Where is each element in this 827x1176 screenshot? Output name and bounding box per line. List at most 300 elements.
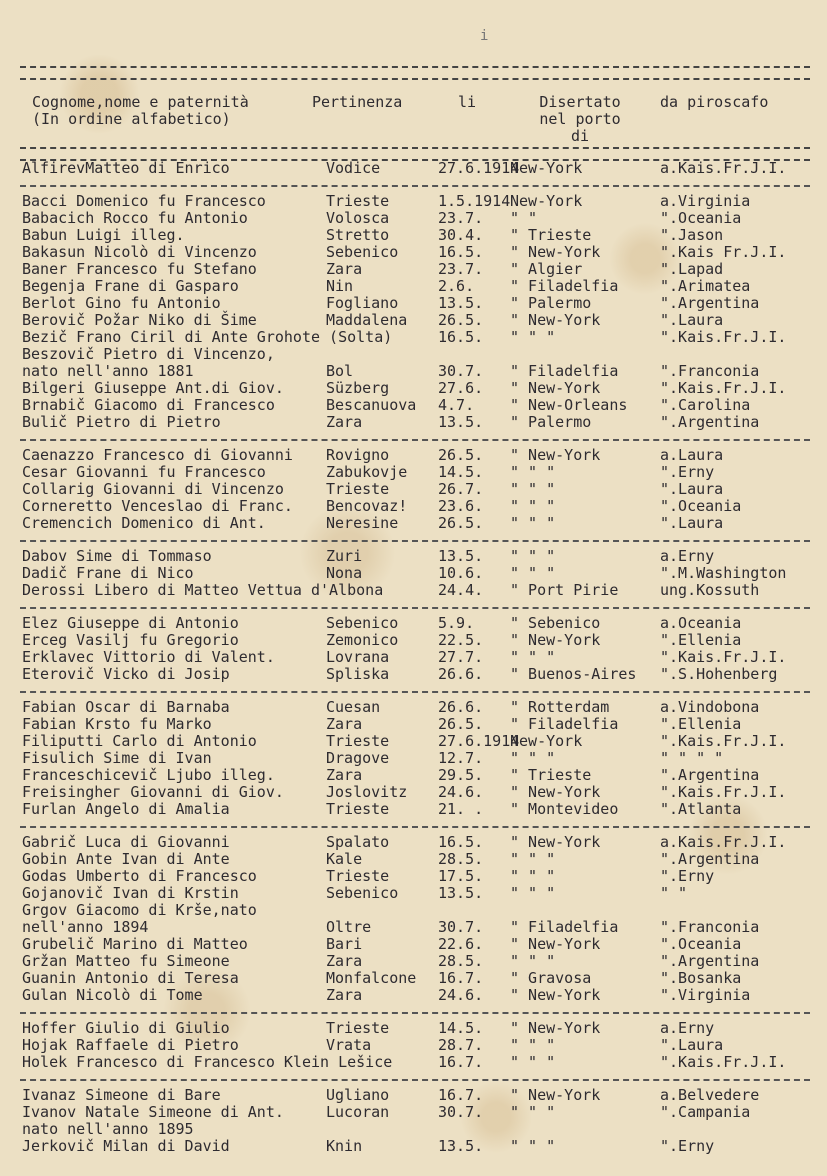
entry-pertinenza: Rovigno bbox=[326, 446, 390, 464]
entry-name: Dabov Sime di Tommaso bbox=[22, 547, 212, 565]
list-item bbox=[20, 261, 810, 278]
entry-ship: ".Oceania bbox=[660, 497, 742, 515]
list-item bbox=[20, 919, 810, 936]
list-item bbox=[20, 784, 810, 801]
entry-date: 30.4. bbox=[438, 226, 484, 244]
entry-ship: ".Campania bbox=[660, 1103, 751, 1121]
list-item bbox=[20, 464, 810, 481]
entry-group bbox=[20, 447, 810, 532]
entry-port: " " " bbox=[510, 850, 556, 868]
list-item bbox=[20, 498, 810, 515]
entry-date: 1.5.1914 bbox=[438, 192, 511, 210]
entry-pertinenza: Trieste bbox=[326, 480, 390, 498]
entry-name: AlfirevMatteo di Enrico bbox=[22, 159, 230, 177]
entry-name: nell'anno 1894 bbox=[22, 918, 149, 936]
entry-pertinenza: Trieste bbox=[326, 800, 390, 818]
entry-pertinenza: Oltre bbox=[326, 918, 372, 936]
entry-name: Erklavec Vittorio di Valent. bbox=[22, 648, 275, 666]
entry-pertinenza: Zara bbox=[326, 766, 363, 784]
entry-port: New-York bbox=[510, 192, 583, 210]
entry-date: 4.7. bbox=[438, 396, 475, 414]
entry-name: Derossi Libero di Matteo Vettua d'Albona bbox=[22, 581, 384, 599]
entry-date: 22.5. bbox=[438, 631, 484, 649]
entry-ship: ".Laura bbox=[660, 1036, 724, 1054]
entry-name: Gojanovič Ivan di Krstin bbox=[22, 884, 239, 902]
entry-pertinenza: Bol bbox=[326, 362, 354, 380]
entry-ship: ".Lapad bbox=[660, 260, 724, 278]
entry-port: " New-York bbox=[510, 986, 601, 1004]
entry-port: " " " bbox=[510, 480, 556, 498]
entry-ship: ".Franconia bbox=[660, 918, 760, 936]
entry-date: 13.5. bbox=[438, 1137, 484, 1155]
entry-date: 27.6. bbox=[438, 379, 484, 397]
entry-ship: ".Kais.Fr.J.I. bbox=[660, 1053, 787, 1071]
entry-date: 23.7. bbox=[438, 209, 484, 227]
entry-name: Gržan Matteo fu Simeone bbox=[22, 952, 230, 970]
entry-name: Gobin Ante Ivan di Ante bbox=[22, 850, 230, 868]
entry-date: 5.9. bbox=[438, 614, 475, 632]
entry-ship: ".Kais.Fr.J.I. bbox=[660, 648, 787, 666]
entry-date: 13.5. bbox=[438, 294, 484, 312]
header-name: Cognome,nome e paternità (In ordine alfabetico) bbox=[32, 93, 249, 128]
entry-date: 23.7. bbox=[438, 260, 484, 278]
entry-date: 30.7. bbox=[438, 1103, 484, 1121]
entry-date: 2.6. bbox=[438, 277, 475, 295]
list-item bbox=[20, 851, 810, 868]
entry-port: " Filadelfia bbox=[510, 715, 619, 733]
list-item bbox=[20, 970, 810, 987]
entry-pertinenza: Lucoran bbox=[326, 1103, 390, 1121]
entry-port: " Palermo bbox=[510, 294, 592, 312]
list-item bbox=[20, 750, 810, 767]
entry-ship: ".Kais.Fr.J.I. bbox=[660, 783, 787, 801]
entry-date: 28.5. bbox=[438, 952, 484, 970]
entry-pertinenza: Spliska bbox=[326, 665, 390, 683]
entry-port: New-York bbox=[510, 159, 583, 177]
entry-name: Grubelič Marino di Matteo bbox=[22, 935, 248, 953]
entry-name: Caenazzo Francesco di Giovanni bbox=[22, 446, 293, 464]
list-item bbox=[20, 548, 810, 565]
list-item bbox=[20, 1020, 810, 1037]
entry-port: " Rotterdam bbox=[510, 698, 610, 716]
entry-name: Bezič Frano Ciril di Ante Grohote (Solta) bbox=[22, 328, 393, 346]
list-item bbox=[20, 615, 810, 632]
entry-ship: a.Oceania bbox=[660, 614, 742, 632]
deserter-list bbox=[20, 160, 810, 1155]
entry-name: Berlot Gino fu Antonio bbox=[22, 294, 221, 312]
entry-name: Ivanov Natale Simeone di Ant. bbox=[22, 1103, 284, 1121]
entry-pertinenza: Nin bbox=[326, 277, 354, 295]
entry-port: " New-York bbox=[510, 935, 601, 953]
entry-name: Brnabič Giacomo di Francesco bbox=[22, 396, 275, 414]
list-item bbox=[20, 160, 810, 177]
entry-name: Cesar Giovanni fu Francesco bbox=[22, 463, 266, 481]
list-item bbox=[20, 868, 810, 885]
entry-pertinenza: Sebenico bbox=[326, 884, 399, 902]
list-item bbox=[20, 885, 810, 902]
entry-port: " New-Orleans bbox=[510, 396, 628, 414]
entry-pertinenza: Monfalcone bbox=[326, 969, 417, 987]
entry-date: 26.5. bbox=[438, 715, 484, 733]
entry-pertinenza: Kale bbox=[326, 850, 363, 868]
entry-ship: a.Kais.Fr.J.I. bbox=[660, 833, 787, 851]
entry-port: " " " bbox=[510, 749, 556, 767]
entry-pertinenza: Vrata bbox=[326, 1036, 372, 1054]
entry-ship: ".Jason bbox=[660, 226, 724, 244]
entry-pertinenza: Fogliano bbox=[326, 294, 399, 312]
entry-pertinenza: Süzberg bbox=[326, 379, 390, 397]
entry-date: 24.6. bbox=[438, 783, 484, 801]
entry-group bbox=[20, 615, 810, 683]
entry-pertinenza: Nona bbox=[326, 564, 363, 582]
entry-port: " " " bbox=[510, 952, 556, 970]
entry-ship: ".Franconia bbox=[660, 362, 760, 380]
entry-name: Eterovič Vicko di Josip bbox=[22, 665, 230, 683]
entry-date: 13.5. bbox=[438, 547, 484, 565]
entry-name: Gulan Nicolò di Tome bbox=[22, 986, 203, 1004]
list-item bbox=[20, 733, 810, 750]
entry-ship: ".Erny bbox=[660, 867, 715, 885]
entry-pertinenza: Ugliano bbox=[326, 1086, 390, 1104]
list-item bbox=[20, 666, 810, 683]
entry-name: Fisulich Sime di Ivan bbox=[22, 749, 212, 767]
entry-port: " New-York bbox=[510, 243, 601, 261]
list-item bbox=[20, 936, 810, 953]
entry-pertinenza: Zara bbox=[326, 260, 363, 278]
entry-ship: ".S.Hohenberg bbox=[660, 665, 778, 683]
entry-port: " New-York bbox=[510, 311, 601, 329]
group-divider bbox=[20, 185, 810, 187]
entry-ship: ".Laura bbox=[660, 311, 724, 329]
entry-ship: a.Erny bbox=[660, 547, 715, 565]
group-divider bbox=[20, 691, 810, 693]
entry-port: New-York bbox=[510, 732, 583, 750]
entry-date: 16.5. bbox=[438, 243, 484, 261]
entry-date: 27.6.1914 bbox=[438, 159, 520, 177]
entry-ship: ".Argentina bbox=[660, 294, 760, 312]
group-divider bbox=[20, 439, 810, 441]
entry-ship: ".Argentina bbox=[660, 766, 760, 784]
group-divider bbox=[20, 540, 810, 542]
entry-date: 23.6. bbox=[438, 497, 484, 515]
entry-port: " " bbox=[510, 209, 538, 227]
entry-name: Guanin Antonio di Teresa bbox=[22, 969, 239, 987]
list-item bbox=[20, 397, 810, 414]
entry-port: " New-York bbox=[510, 783, 601, 801]
entry-pertinenza: Zara bbox=[326, 986, 363, 1004]
entry-date: 29.5. bbox=[438, 766, 484, 784]
entry-ship: ".Kais.Fr.J.I. bbox=[660, 328, 787, 346]
entry-port: " " " bbox=[510, 328, 556, 346]
page-mark: i bbox=[480, 28, 489, 44]
list-item bbox=[20, 515, 810, 532]
entry-date: 30.7. bbox=[438, 918, 484, 936]
entry-port: " New-York bbox=[510, 1019, 601, 1037]
list-item bbox=[20, 987, 810, 1004]
entry-pertinenza: Dragove bbox=[326, 749, 390, 767]
list-item bbox=[20, 1087, 810, 1104]
entry-name: Baner Francesco fu Stefano bbox=[22, 260, 257, 278]
entry-port: " Algier bbox=[510, 260, 583, 278]
entry-pertinenza: Bari bbox=[326, 935, 363, 953]
entry-date: 10.6. bbox=[438, 564, 484, 582]
list-item bbox=[20, 632, 810, 649]
entry-pertinenza: Lovrana bbox=[326, 648, 390, 666]
entry-ship: ".Ellenia bbox=[660, 715, 742, 733]
entry-ship: ".Bosanka bbox=[660, 969, 742, 987]
list-item bbox=[20, 565, 810, 582]
entry-date: 12.7. bbox=[438, 749, 484, 767]
list-item bbox=[20, 801, 810, 818]
list-item bbox=[20, 295, 810, 312]
entry-date: 28.7. bbox=[438, 1036, 484, 1054]
entry-date: 14.5. bbox=[438, 463, 484, 481]
entry-date: 26.6. bbox=[438, 698, 484, 716]
entry-port: " " " bbox=[510, 867, 556, 885]
list-item bbox=[20, 1054, 810, 1071]
entry-pertinenza: Sebenico bbox=[326, 614, 399, 632]
entry-pertinenza: Vodice bbox=[326, 159, 381, 177]
entry-ship: ".Carolina bbox=[660, 396, 751, 414]
list-item bbox=[20, 767, 810, 784]
entry-ship: ".Argentina bbox=[660, 952, 760, 970]
table-header bbox=[20, 94, 810, 150]
entry-port: " Gravosa bbox=[510, 969, 592, 987]
list-item bbox=[20, 834, 810, 851]
entry-name: Godas Umberto di Francesco bbox=[22, 867, 257, 885]
entry-port: " " " bbox=[510, 648, 556, 666]
entry-port: " Filadelfia bbox=[510, 918, 619, 936]
list-item bbox=[20, 329, 810, 346]
entry-name: Dadič Frane di Nico bbox=[22, 564, 194, 582]
entry-port: " Palermo bbox=[510, 413, 592, 431]
entry-name: Beszovič Pietro di Vincenzo, bbox=[22, 345, 275, 363]
entry-pertinenza: Cuesan bbox=[326, 698, 381, 716]
list-item bbox=[20, 414, 810, 431]
entry-port: " Buenos-Aires bbox=[510, 665, 637, 683]
entry-port: " Sebenico bbox=[510, 614, 601, 632]
entry-pertinenza: Neresine bbox=[326, 514, 399, 532]
entry-port: " " " bbox=[510, 1036, 556, 1054]
entry-port: " Port Pirie bbox=[510, 581, 619, 599]
entry-group bbox=[20, 1020, 810, 1071]
entry-date: 16.7. bbox=[438, 1053, 484, 1071]
entry-port: " Trieste bbox=[510, 766, 592, 784]
entry-pertinenza: Zara bbox=[326, 952, 363, 970]
entry-name: Bakasun Nicolò di Vincenzo bbox=[22, 243, 257, 261]
entry-ship: ".Kais Fr.J.I. bbox=[660, 243, 787, 261]
entry-port: " " " bbox=[510, 547, 556, 565]
entry-group bbox=[20, 1087, 810, 1155]
entry-date: 24.4. bbox=[438, 581, 484, 599]
list-item bbox=[20, 193, 810, 210]
group-divider bbox=[20, 826, 810, 828]
list-item bbox=[20, 1138, 810, 1155]
entry-ship: a.Erny bbox=[660, 1019, 715, 1037]
list-item bbox=[20, 210, 810, 227]
entry-pertinenza: Bescanuova bbox=[326, 396, 417, 414]
entry-port: " New-York bbox=[510, 379, 601, 397]
entry-date: 24.6. bbox=[438, 986, 484, 1004]
entry-port: " " " bbox=[510, 1103, 556, 1121]
entry-ship: ".Laura bbox=[660, 480, 724, 498]
entry-name: nato nell'anno 1895 bbox=[22, 1120, 194, 1138]
entry-date: 14.5. bbox=[438, 1019, 484, 1037]
entry-ship: ".Argentina bbox=[660, 850, 760, 868]
entry-date: 30.7. bbox=[438, 362, 484, 380]
entry-pertinenza: Trieste bbox=[326, 732, 390, 750]
list-item bbox=[20, 716, 810, 733]
entry-port: " New-York bbox=[510, 631, 601, 649]
entry-name: Hojak Raffaele di Pietro bbox=[22, 1036, 239, 1054]
entry-date: 13.5. bbox=[438, 413, 484, 431]
entry-name: Babun Luigi illeg. bbox=[22, 226, 185, 244]
entry-pertinenza: Spalato bbox=[326, 833, 390, 851]
entry-port: " " " bbox=[510, 884, 556, 902]
entry-ship: ".Kais.Fr.J.I. bbox=[660, 732, 787, 750]
entry-ship: a.Laura bbox=[660, 446, 724, 464]
entry-name: Begenja Frane di Gasparo bbox=[22, 277, 239, 295]
entry-pertinenza: Sebenico bbox=[326, 243, 399, 261]
entry-name: Jerkovič Milan di David bbox=[22, 1137, 230, 1155]
entry-port: " Filadelfia bbox=[510, 362, 619, 380]
list-item bbox=[20, 346, 810, 363]
entry-name: Bilgeri Giuseppe Ant.di Giov. bbox=[22, 379, 284, 397]
entry-pertinenza: Trieste bbox=[326, 1019, 390, 1037]
entry-ship: a.Kais.Fr.J.I. bbox=[660, 159, 787, 177]
group-divider bbox=[20, 1079, 810, 1081]
entry-port: " " " bbox=[510, 1053, 556, 1071]
list-item bbox=[20, 699, 810, 716]
entry-pertinenza: Zara bbox=[326, 715, 363, 733]
entry-name: Gabrič Luca di Giovanni bbox=[22, 833, 230, 851]
entry-pertinenza: Zemonico bbox=[326, 631, 399, 649]
entry-pertinenza: Joslovitz bbox=[326, 783, 408, 801]
entry-ship: ".Arimatea bbox=[660, 277, 751, 295]
entry-name: Freisinghег Giovanni di Giov. bbox=[22, 783, 284, 801]
entry-port: " New-York bbox=[510, 1086, 601, 1104]
entry-name: Fabian Krsto fu Marko bbox=[22, 715, 212, 733]
header-pertinenza: Pertinenza bbox=[312, 93, 403, 111]
entry-date: 28.5. bbox=[438, 850, 484, 868]
entry-name: Hoffer Giulio di Giulio bbox=[22, 1019, 230, 1037]
list-item bbox=[20, 312, 810, 329]
entry-ship: ".Laura bbox=[660, 514, 724, 532]
list-item bbox=[20, 244, 810, 261]
entry-name: Bulič Pietro di Pietro bbox=[22, 413, 221, 431]
entry-group bbox=[20, 548, 810, 599]
entry-group bbox=[20, 160, 810, 177]
entry-date: 16.7. bbox=[438, 1086, 484, 1104]
entry-ship: " " bbox=[660, 884, 688, 902]
list-item bbox=[20, 649, 810, 666]
entry-ship: ".Atlanta bbox=[660, 800, 742, 818]
header-li: li bbox=[458, 93, 477, 111]
entry-port: " " " bbox=[510, 1137, 556, 1155]
entry-port: " " " bbox=[510, 463, 556, 481]
list-item bbox=[20, 1037, 810, 1054]
entry-name: Elez Giuseppe di Antonio bbox=[22, 614, 239, 632]
entry-pertinenza: Trieste bbox=[326, 192, 390, 210]
entry-port: " Montevideo bbox=[510, 800, 619, 818]
entry-name: nato nell'anno 1881 bbox=[22, 362, 194, 380]
entry-ship: ".Oceania bbox=[660, 935, 742, 953]
list-item bbox=[20, 902, 810, 919]
entry-name: Erceg Vasilj fu Gregorio bbox=[22, 631, 239, 649]
entry-pertinenza: Trieste bbox=[326, 867, 390, 885]
entry-pertinenza: Knin bbox=[326, 1137, 363, 1155]
list-item bbox=[20, 278, 810, 295]
list-item bbox=[20, 447, 810, 464]
entry-group bbox=[20, 193, 810, 431]
entry-ship: ".Oceania bbox=[660, 209, 742, 227]
entry-date: 21. . bbox=[438, 800, 484, 818]
entry-name: Filiputti Carlo di Antonio bbox=[22, 732, 257, 750]
entry-port: " New-York bbox=[510, 833, 601, 851]
group-divider bbox=[20, 607, 810, 609]
entry-name: Holek Francesco di Francesco Klein Lešice bbox=[22, 1053, 393, 1071]
entry-port: " " " bbox=[510, 497, 556, 515]
entry-date: 26.7. bbox=[438, 480, 484, 498]
entry-date: 26.6. bbox=[438, 665, 484, 683]
entry-ship: ".Kais.Fr.J.I. bbox=[660, 379, 787, 397]
entry-date: 27.7. bbox=[438, 648, 484, 666]
list-item bbox=[20, 1104, 810, 1121]
entry-date: 26.5. bbox=[438, 446, 484, 464]
entry-date: 16.5. bbox=[438, 833, 484, 851]
entry-ship: a.Belvedere bbox=[660, 1086, 760, 1104]
entry-group bbox=[20, 699, 810, 818]
entry-date: 27.6.1914 bbox=[438, 732, 520, 750]
entry-ship: ".Erny bbox=[660, 1137, 715, 1155]
entry-date: 17.5. bbox=[438, 867, 484, 885]
entry-ship: ".Ellenia bbox=[660, 631, 742, 649]
entry-name: Cremencich Domenico di Ant. bbox=[22, 514, 266, 532]
entry-pertinenza: Zabukovje bbox=[326, 463, 408, 481]
entry-port: " " " bbox=[510, 564, 556, 582]
entry-ship: " " " " bbox=[660, 749, 724, 767]
entry-name: Ivanaz Simeone di Bare bbox=[22, 1086, 221, 1104]
entry-date: 26.5. bbox=[438, 311, 484, 329]
entry-name: Franceschicevič Ljubo illeg. bbox=[22, 766, 275, 784]
list-item bbox=[20, 363, 810, 380]
entry-ship: ung.Kossuth bbox=[660, 581, 760, 599]
list-item bbox=[20, 227, 810, 244]
list-item bbox=[20, 481, 810, 498]
entry-port: " Filadelfia bbox=[510, 277, 619, 295]
list-item bbox=[20, 953, 810, 970]
entry-name: Bacci Domenico fu Francesco bbox=[22, 192, 266, 210]
entry-date: 13.5. bbox=[438, 884, 484, 902]
entry-ship: ".M.Washington bbox=[660, 564, 787, 582]
entry-ship: ".Argentina bbox=[660, 413, 760, 431]
entry-name: Grgov Giacomo di Krše,nato bbox=[22, 901, 257, 919]
entry-port: " New-York bbox=[510, 446, 601, 464]
entry-ship: a.Vindobona bbox=[660, 698, 760, 716]
entry-pertinenza: Bencovaz! bbox=[326, 497, 408, 515]
entry-ship: ".Erny bbox=[660, 463, 715, 481]
list-item bbox=[20, 380, 810, 397]
entry-pertinenza: Maddalena bbox=[326, 311, 408, 329]
header-ship: da piroscafo bbox=[660, 93, 769, 111]
entry-pertinenza: Stretto bbox=[326, 226, 390, 244]
entry-ship: a.Virginia bbox=[660, 192, 751, 210]
entry-name: Collarig Giovanni di Vincenzo bbox=[22, 480, 284, 498]
header-port: Disertato nel porto di bbox=[539, 93, 621, 145]
entry-name: Furlan Angelo di Amalia bbox=[22, 800, 230, 818]
entry-pertinenza: Zuri bbox=[326, 547, 363, 565]
entry-date: 16.7. bbox=[438, 969, 484, 987]
